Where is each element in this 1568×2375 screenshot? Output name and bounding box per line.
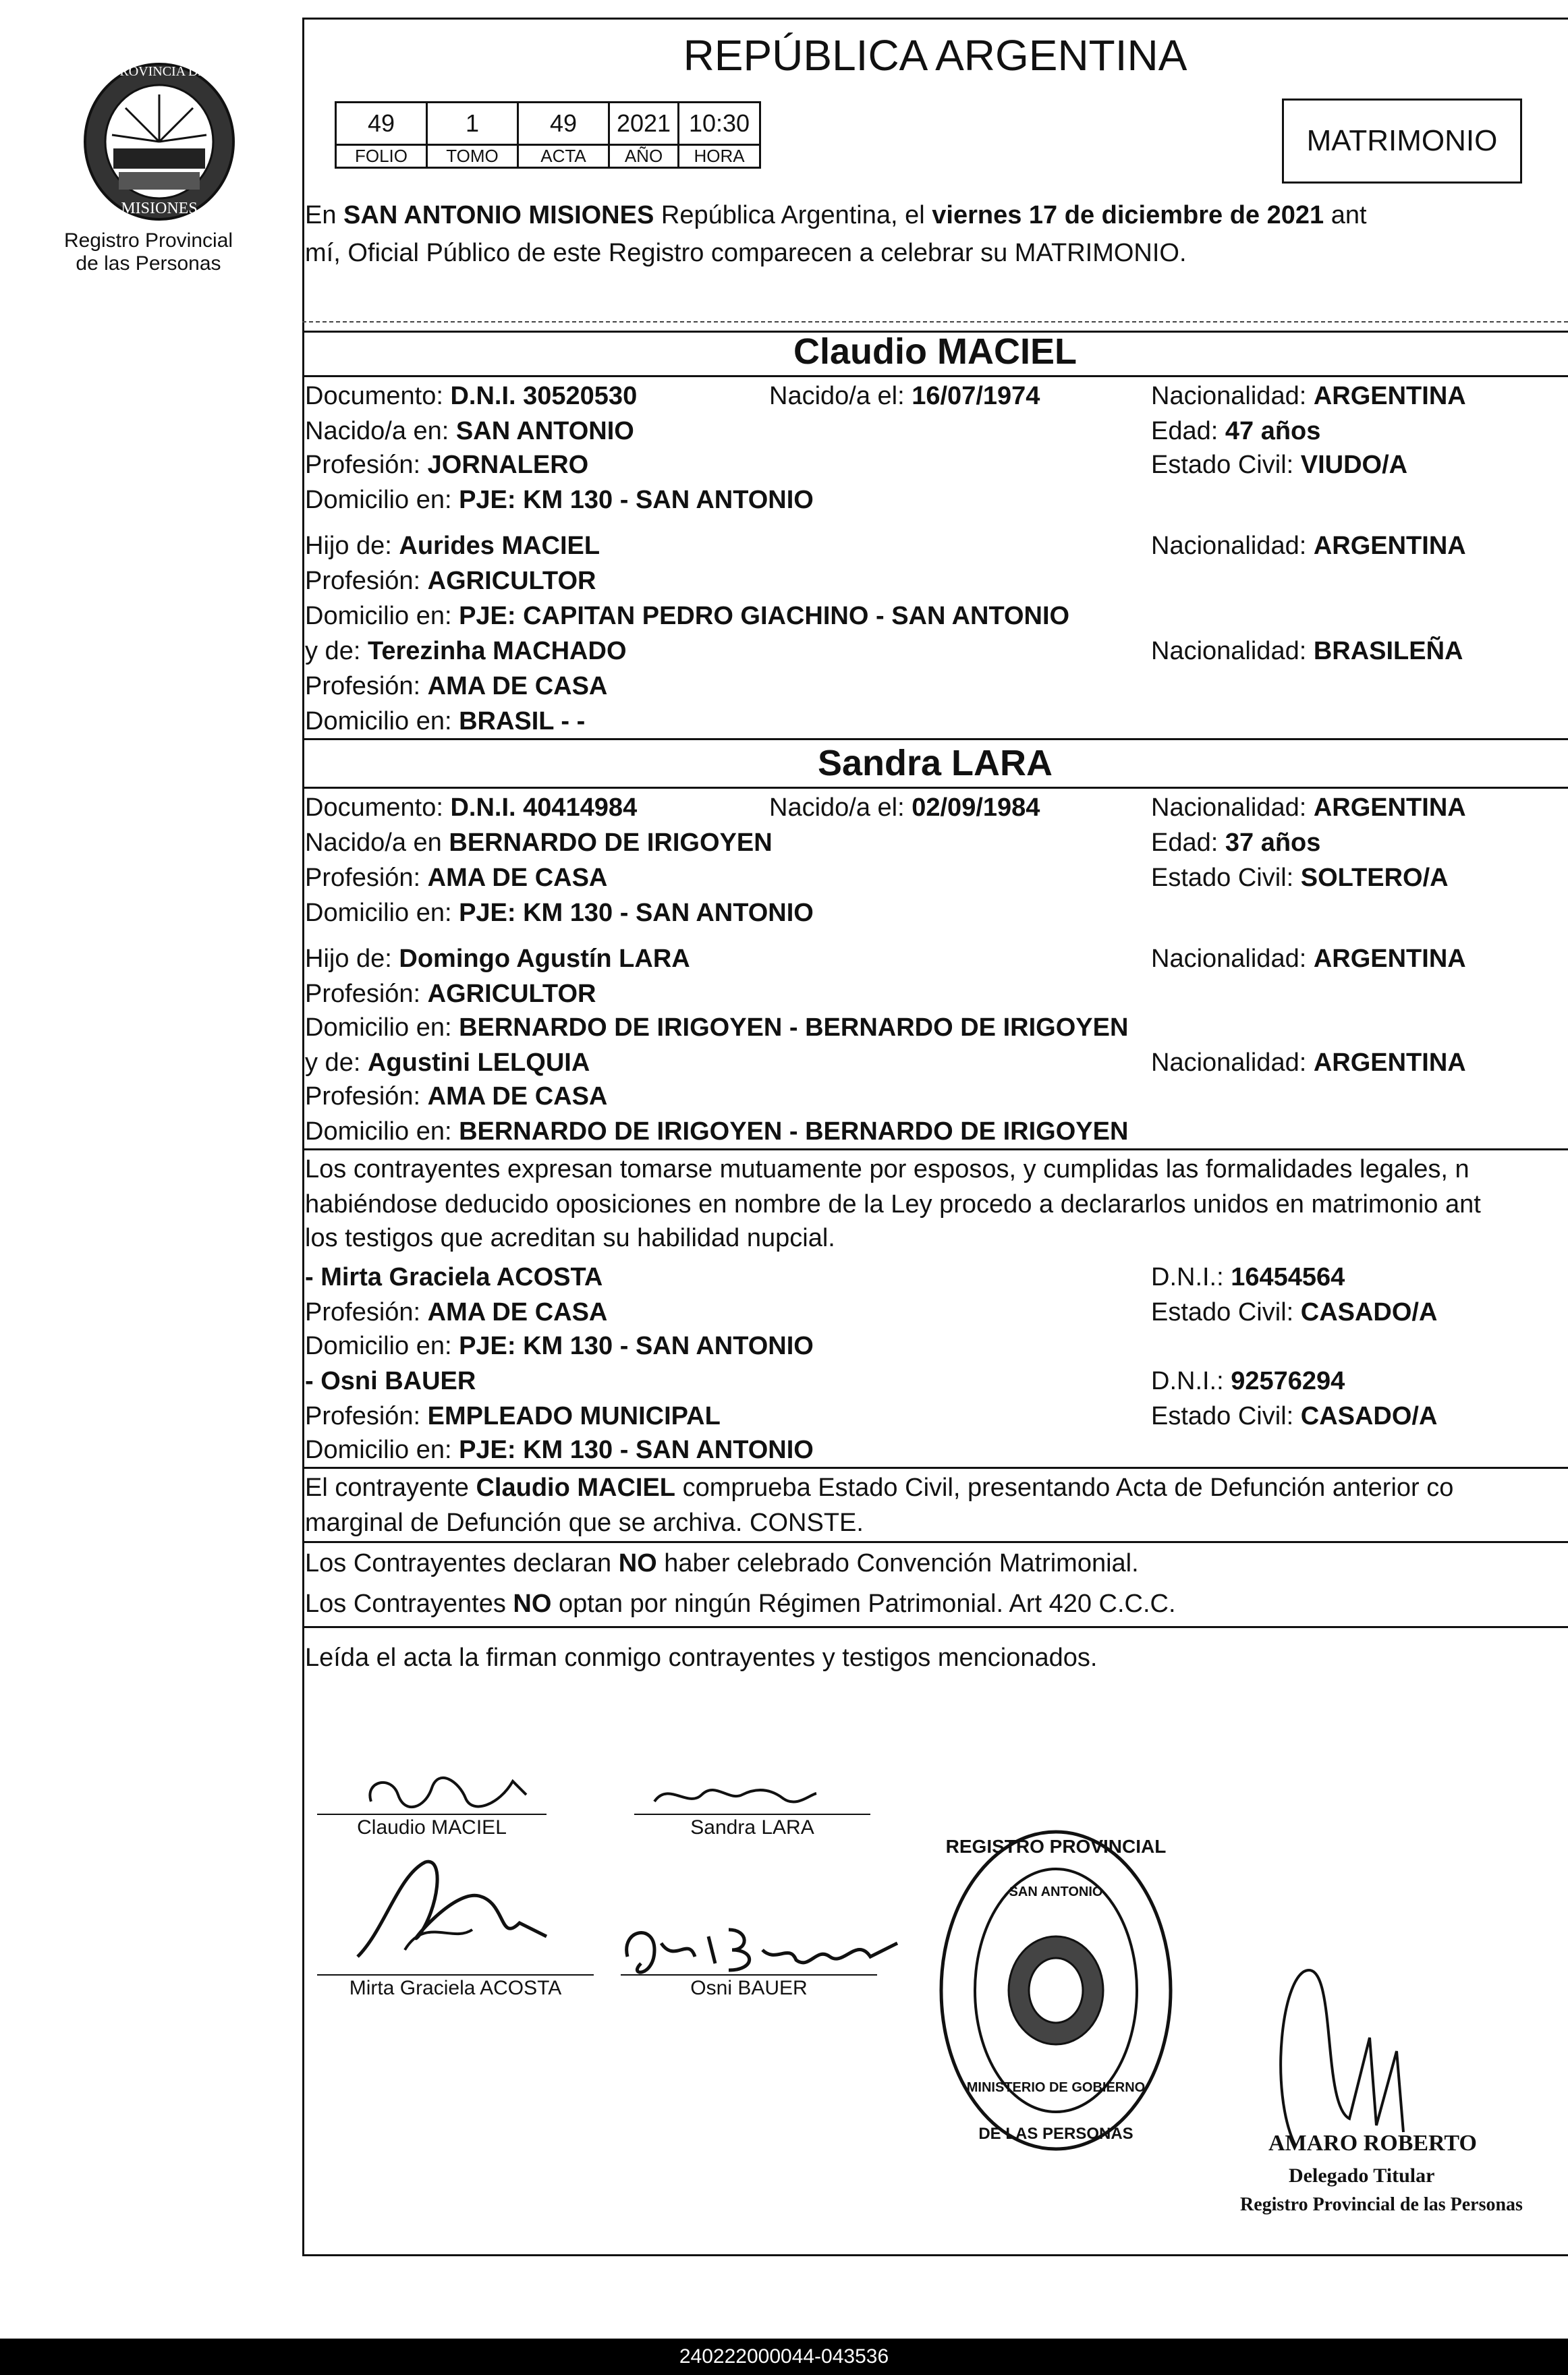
spouse2-civil-status: Estado Civil: SOLTERO/A [1151, 864, 1449, 892]
signature-sandra [648, 1775, 823, 1815]
spouse1-mother-nationality: Nacionalidad: BRASILEÑA [1151, 637, 1463, 665]
logo-caption-line1: Registro Provincial [63, 229, 233, 252]
signature-osni [614, 1909, 924, 1984]
spouse1-father-nationality: Nacionalidad: ARGENTINA [1151, 532, 1466, 560]
spouse2-father: Hijo de: Domingo Agustín LARA [305, 945, 690, 973]
convention-note: Los Contrayentes declaran NO haber celebrado Convención Matrimonial. [305, 1549, 1139, 1577]
spouse2-birthdate: Nacido/a el: 02/09/1984 [769, 793, 1040, 822]
spouse1-father: Hijo de: Aurides MACIEL [305, 532, 600, 560]
witness1-civil-status: Estado Civil: CASADO/A [1151, 1298, 1438, 1326]
signature-label-claudio: Claudio MACIEL [357, 1816, 507, 1839]
spouse2-mother: y de: Agustini LELQUIA [305, 1049, 590, 1077]
official-seal [931, 1822, 1181, 2159]
spouse2-mother-nationality: Nacionalidad: ARGENTINA [1151, 1049, 1466, 1077]
spouse1-address: Domicilio en: PJE: KM 130 - SAN ANTONIO [305, 486, 814, 514]
svg-text:MINISTERIO DE GOBIERNO: MINISTERIO DE GOBIERNO [966, 2080, 1146, 2095]
svg-text:REGISTRO PROVINCIAL: REGISTRO PROVINCIAL [945, 1836, 1167, 1857]
spouse2-mother-address: Domicilio en: BERNARDO DE IRIGOYEN - BERNARDO DE IRIGOYEN [305, 1117, 1129, 1146]
closing-statement: Leída el acta la firman conmigo contrayentes y testigos mencionados. [305, 1644, 1098, 1672]
regime-note: Los Contrayentes NO optan por ningún Régimen Patrimonial. Art 420 C.C.C. [305, 1590, 1176, 1618]
svg-text:PROVINCIA DE: PROVINCIA DE [112, 64, 206, 79]
tomo-value: 1 [427, 103, 518, 145]
witness1-dni: D.N.I.: 16454564 [1151, 1263, 1345, 1291]
document-title: REPÚBLICA ARGENTINA [683, 31, 1187, 80]
spouse1-father-address: Domicilio en: PJE: CAPITAN PEDRO GIACHINO - SAN ANTONIO [305, 602, 1070, 630]
signature-claudio [351, 1768, 553, 1815]
spouse1-father-profession: Profesión: AGRICULTOR [305, 567, 596, 595]
spouse1-documento: Documento: D.N.I. 30520530 [305, 382, 638, 410]
spouse2-mother-profession: Profesión: AMA DE CASA [305, 1082, 608, 1111]
signature-official [1268, 1957, 1444, 2152]
witness2-name: - Osni BAUER [305, 1367, 476, 1395]
acta-value: 49 [518, 103, 609, 145]
signature-mirta [344, 1849, 560, 1970]
witness2-address: Domicilio en: PJE: KM 130 - SAN ANTONIO [305, 1436, 814, 1464]
folio-value: 49 [336, 103, 427, 145]
spouse1-mother-address: Domicilio en: BRASIL - - [305, 707, 586, 735]
spouse2-birthplace: Nacido/a en BERNARDO DE IRIGOYEN [305, 829, 773, 857]
intro-line1: En SAN ANTONIO MISIONES República Argentina, el viernes 17 de diciembre de 2021 ant [305, 201, 1367, 229]
spouse1-name: Claudio MACIEL [793, 331, 1077, 372]
spouse2-age: Edad: 37 años [1151, 829, 1321, 857]
province-logo [78, 54, 240, 223]
spouse1-nationality: Nacionalidad: ARGENTINA [1151, 382, 1466, 410]
svg-text:DE LAS PERSONAS: DE LAS PERSONAS [978, 2125, 1133, 2143]
official-name: AMARO ROBERTO [1268, 2131, 1477, 2156]
hora-value: 10:30 [679, 103, 760, 145]
svg-text:MISIONES: MISIONES [121, 200, 198, 217]
official-office: Registro Provincial de las Personas [1240, 2194, 1523, 2215]
civil-status-note-line1: El contrayente Claudio MACIEL comprueba Estado Civil, presentando Acta de Defunción anterior co [305, 1474, 1454, 1502]
civil-status-note-line2: marginal de Defunción que se archiva. CONSTE. [305, 1509, 864, 1537]
signature-label-osni: Osni BAUER [690, 1977, 808, 1999]
spouse2-nationality: Nacionalidad: ARGENTINA [1151, 793, 1466, 822]
spouse1-mother: y de: Terezinha MACHADO [305, 637, 627, 665]
witness2-dni: D.N.I.: 92576294 [1151, 1367, 1345, 1395]
tomo-label: TOMO [427, 145, 518, 168]
official-title: Delegado Titular [1289, 2164, 1435, 2187]
spouse1-civil-status: Estado Civil: VIUDO/A [1151, 451, 1408, 479]
spouse2-father-profession: Profesión: AGRICULTOR [305, 980, 596, 1008]
spouse2-address: Domicilio en: PJE: KM 130 - SAN ANTONIO [305, 899, 814, 927]
folio-label: FOLIO [336, 145, 427, 168]
declaration-line1: Los contrayentes expresan tomarse mutuamente por esposos, y cumplidas las formalidades legales, n [305, 1155, 1469, 1183]
declaration-line3: los testigos que acreditan su habilidad nupcial. [305, 1224, 835, 1252]
spouse2-father-nationality: Nacionalidad: ARGENTINA [1151, 945, 1466, 973]
act-header-table [335, 101, 761, 169]
anio-label: AÑO [609, 145, 679, 168]
signature-label-mirta: Mirta Graciela ACOSTA [349, 1977, 562, 1999]
witness2-profession: Profesión: EMPLEADO MUNICIPAL [305, 1402, 721, 1430]
anio-value: 2021 [609, 103, 679, 145]
spouse1-birthdate: Nacido/a el: 16/07/1974 [769, 382, 1040, 410]
acta-label: ACTA [518, 145, 609, 168]
witness1-profession: Profesión: AMA DE CASA [305, 1298, 608, 1326]
spouse2-father-address: Domicilio en: BERNARDO DE IRIGOYEN - BERNARDO DE IRIGOYEN [305, 1013, 1129, 1042]
spouse1-mother-profession: Profesión: AMA DE CASA [305, 672, 608, 700]
act-type-box: MATRIMONIO [1282, 99, 1522, 184]
svg-text:SAN ANTONIO: SAN ANTONIO [1009, 1884, 1103, 1899]
witness1-name: - Mirta Graciela ACOSTA [305, 1263, 603, 1291]
declaration-line2: habiéndose deducido oposiciones en nombre de la Ley procedo a declararlos unidos en matrimonio ant [305, 1190, 1481, 1219]
scan-code-bar: 240222000044-043536 [0, 2339, 1568, 2375]
logo-caption-line2: de las Personas [76, 252, 221, 275]
witness2-civil-status: Estado Civil: CASADO/A [1151, 1402, 1438, 1430]
spouse1-age: Edad: 47 años [1151, 417, 1321, 445]
spouse1-profession: Profesión: JORNALERO [305, 451, 589, 479]
witness1-address: Domicilio en: PJE: KM 130 - SAN ANTONIO [305, 1332, 814, 1360]
signature-label-sandra: Sandra LARA [690, 1816, 814, 1839]
spouse2-documento: Documento: D.N.I. 40414984 [305, 793, 638, 822]
spouse1-birthplace: Nacido/a en: SAN ANTONIO [305, 417, 634, 445]
hora-label: HORA [679, 145, 760, 168]
intro-line2: mí, Oficial Público de este Registro comparecen a celebrar su MATRIMONIO. [305, 239, 1187, 267]
spouse2-profession: Profesión: AMA DE CASA [305, 864, 608, 892]
spouse2-name: Sandra LARA [817, 743, 1053, 783]
